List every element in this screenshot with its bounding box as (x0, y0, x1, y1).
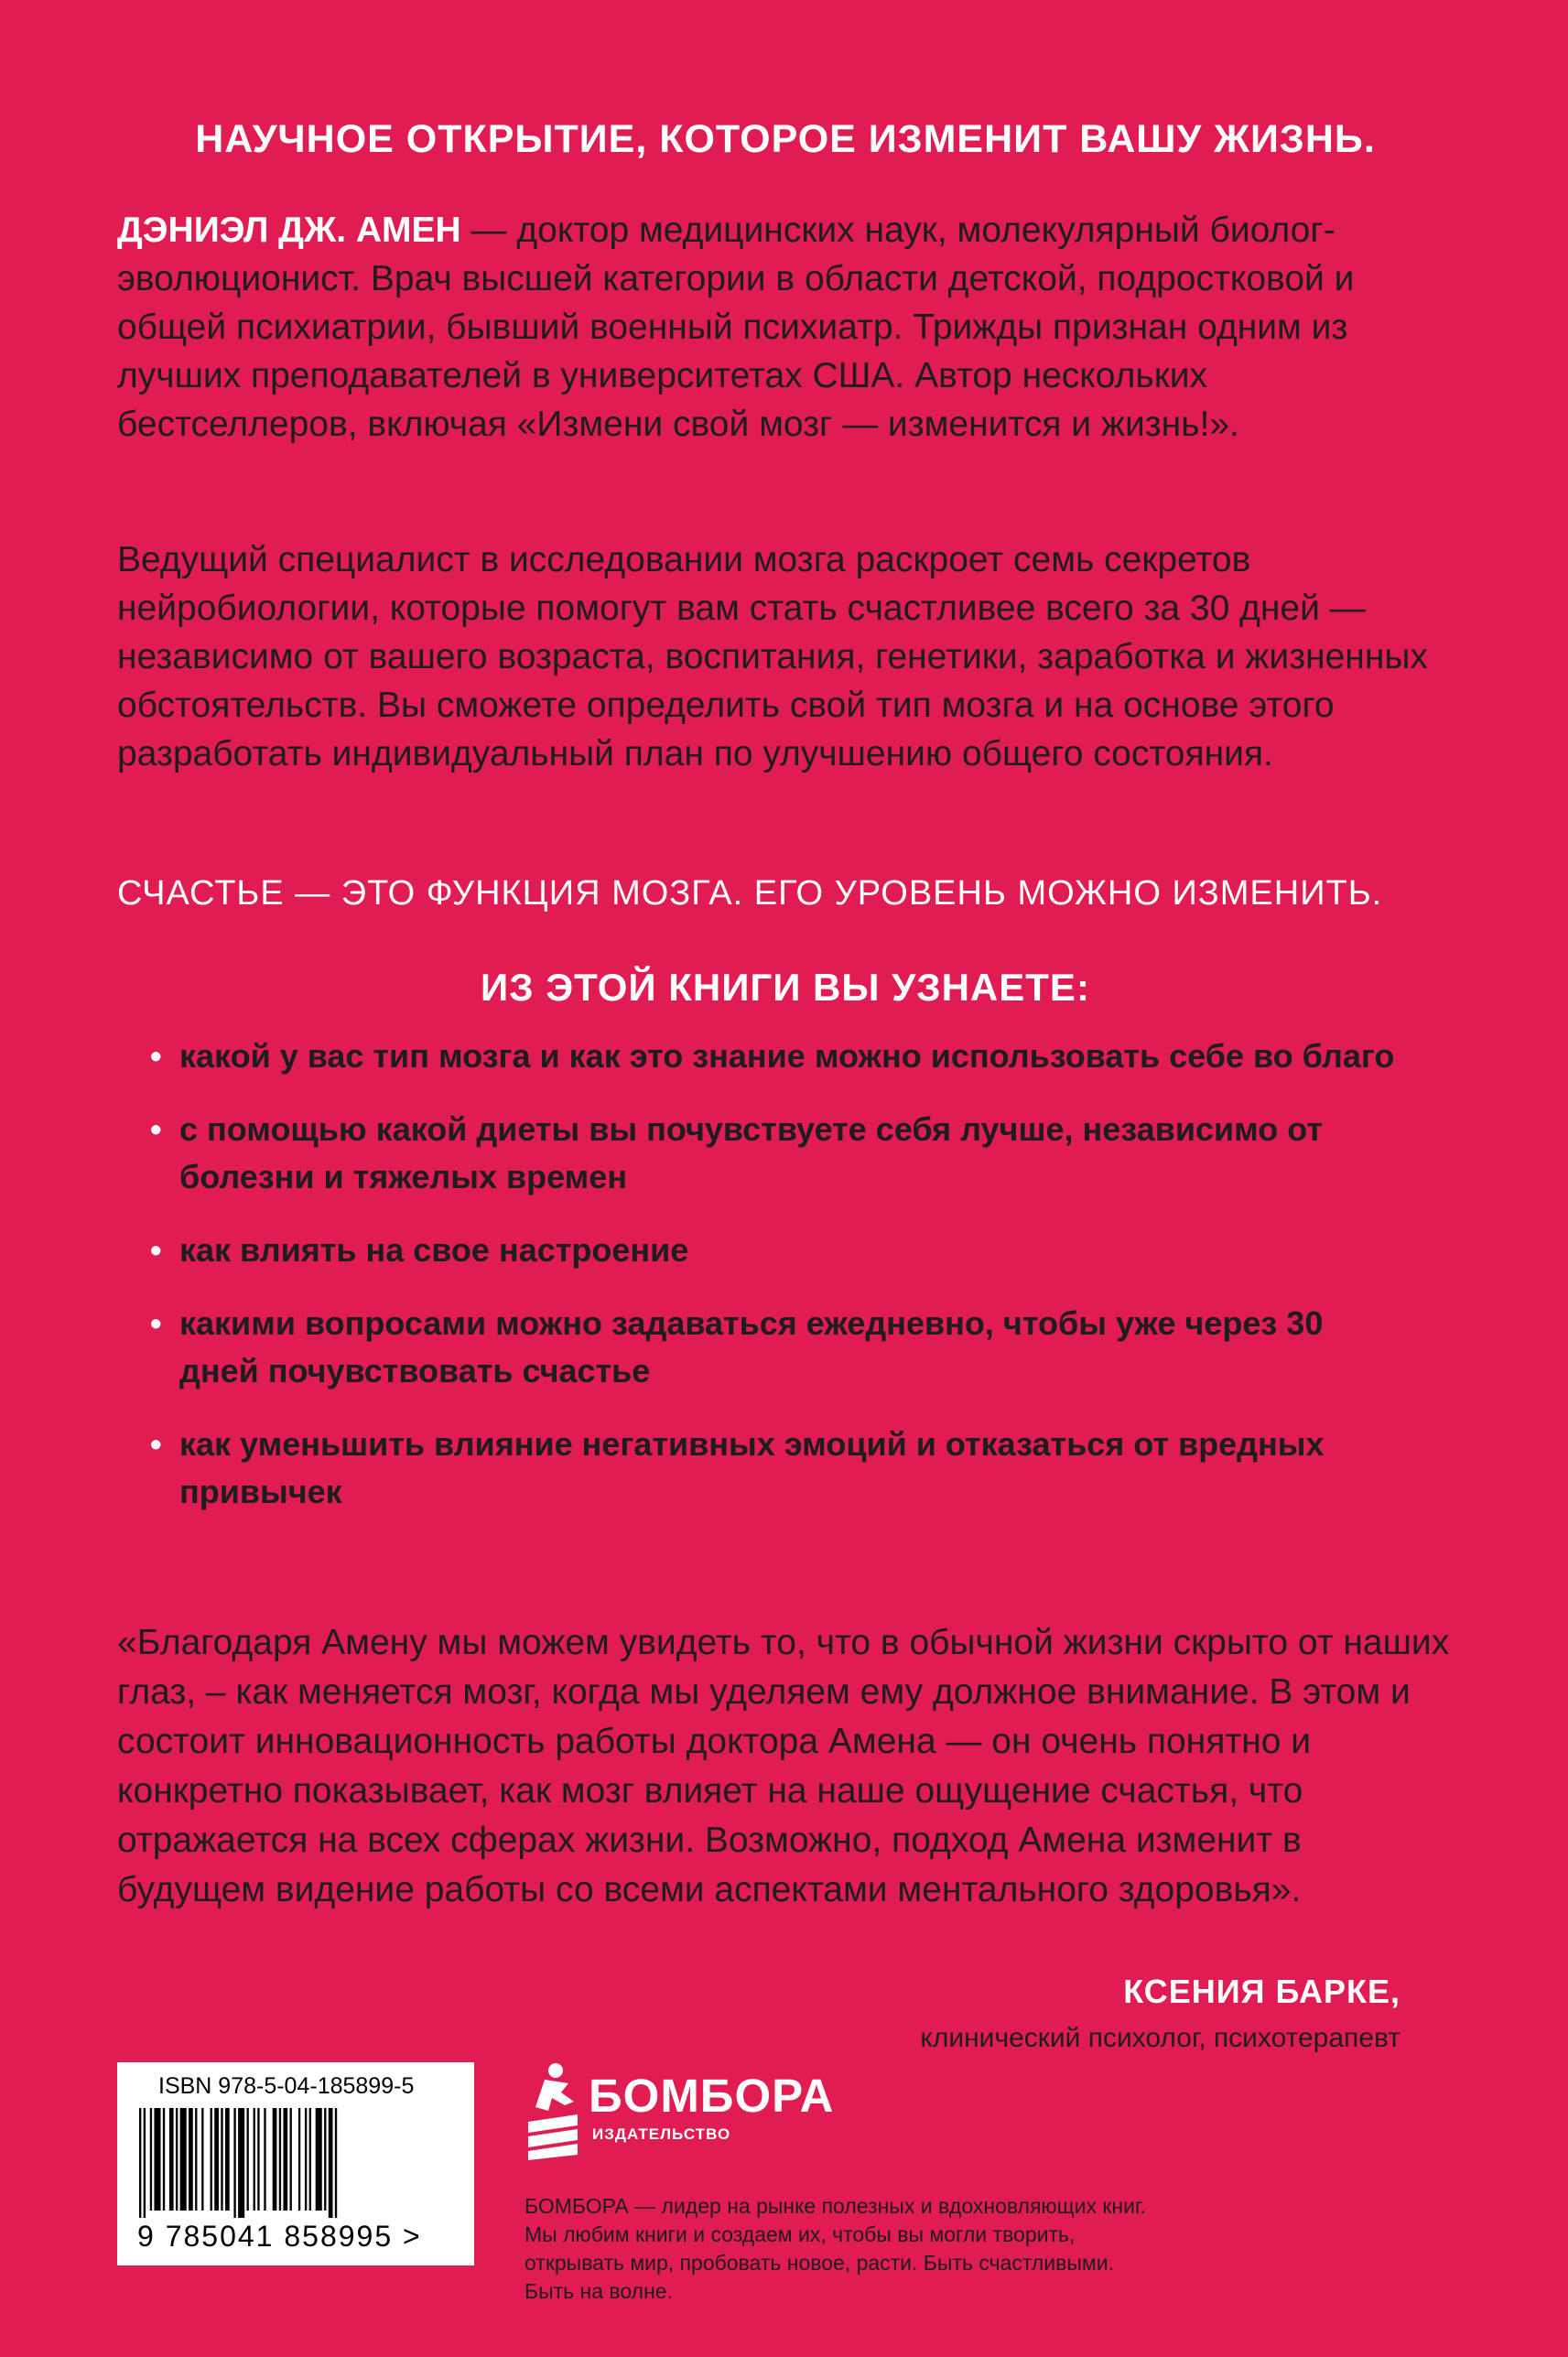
barcode-bar (169, 2108, 174, 2211)
learn-item-text: с помощью какой диеты вы почувствуете себя лучше, независимо от болезни и тяжелых времен (179, 1110, 1323, 1195)
barcode-bar (329, 2108, 333, 2218)
learn-item-text: какой у вас тип мозга и как это знание можно использовать себе во благо (179, 1037, 1395, 1075)
barcode-bar (225, 2108, 230, 2211)
learn-item (146, 1106, 1410, 1201)
barcode-bar (139, 2108, 141, 2218)
learn-item (146, 1421, 1410, 1516)
barcode-digits: 9 785041 858995 > (137, 2220, 422, 2253)
barcode-bar (273, 2108, 277, 2211)
quote-author: КСЕНИЯ БАРКЕ, (1123, 1973, 1400, 2010)
barcode-bar (283, 2108, 287, 2211)
publisher-description: БОМБОРА — лидер на рынке полезных и вдохновляющих книг. Мы любим книги и создаем их, чтобы вы могли творить, открывать мир, пробовать новое, расти. Быть счастливыми. Быть на волне. (524, 2194, 1146, 2303)
learn-item (146, 1300, 1410, 1395)
author-bio (117, 206, 1454, 449)
bullet-icon: • (150, 1231, 162, 1269)
learn-item-text: какими вопросами можно задаваться ежедневно, чтобы уже через 30 дней почувствовать счастье (179, 1304, 1324, 1389)
publisher-logo-name: БОМБОРА (589, 2070, 835, 2122)
learn-item (146, 1227, 1410, 1274)
barcode-bar (150, 2108, 152, 2211)
barcode-bar (279, 2108, 281, 2211)
bullet-icon: • (150, 1425, 162, 1463)
barcode-bar (335, 2108, 337, 2218)
barcode-bar (324, 2108, 326, 2211)
barcode-bar (233, 2108, 235, 2218)
learn-item-text: как влиять на свое настроение (179, 1231, 689, 1269)
barcode-bar (221, 2108, 222, 2211)
bullet-icon: • (150, 1037, 162, 1075)
barcode-bar (214, 2108, 219, 2211)
barcode-bar (290, 2108, 292, 2211)
barcode-bar (298, 2108, 300, 2211)
barcode-bar (180, 2108, 187, 2211)
barcode-bar (238, 2108, 244, 2218)
barcode-bar (189, 2108, 193, 2211)
barcode-bar (316, 2108, 322, 2211)
book-description: Ведущий специалист в исследовании мозга раскроет семь секретов нейробиологии, которые помогут вам стать счастливее всего за 30 дней — независимо от вашего возраста, воспитания, генетики, заработка и жизненных обстоятельств. Вы сможете определить свой тип мозга и на основе этого разработать индивидуальный план по улучшению общего состояния. (117, 540, 1428, 773)
quote-author-role: клинический психолог, психотерапевт (920, 2023, 1400, 2053)
barcode-bar (144, 2108, 146, 2218)
barcode-bar (247, 2108, 249, 2211)
barcode-bar (211, 2108, 212, 2211)
surfer-logo-icon (524, 2061, 581, 2160)
motto: СЧАСТЬЕ — ЭТО ФУНКЦИЯ МОЗГА. ЕГО УРОВЕНЬ МОЖНО ИЗМЕНИТЬ. (117, 874, 1383, 913)
barcode-bar (257, 2108, 259, 2211)
isbn-text: ISBN 978-5-04-185899-5 (158, 2073, 415, 2099)
publisher-logo (524, 2061, 835, 2171)
barcode-bar (305, 2108, 307, 2211)
barcode-bar (201, 2108, 203, 2211)
barcode-bar (163, 2108, 165, 2211)
headline: НАУЧНОЕ ОТКРЫТИЕ, КОТОРОЕ ИЗМЕНИТ ВАШУ ЖИЗНЬ. (195, 117, 1376, 161)
publisher-logo-subtitle: ИЗДАТЕЛЬСТВО (592, 2125, 731, 2143)
learn-item (146, 1033, 1410, 1080)
author-bio-name: ДЭНИЭЛ ДЖ. АМЕН (117, 211, 461, 250)
review-quote: «Благодаря Амену мы можем увидеть то, что в обычной жизни скрыто от наших глаз, – как меняется мозг, когда мы уделяем ему должное внимание. В этом и состоит инновационность работы доктора Амена — он очень понятно и конкретно показывает, как мозг влияет на наше ощущение счастья, что отражается на всех сферах жизни. Возможно, подход Амена изменит в будущем видение работы со всеми аспектами ментального здоровья». (117, 1623, 1450, 1909)
barcode-bar (154, 2108, 160, 2211)
learn-item-text: как уменьшить влияние негативных эмоций и отказаться от вредных привычек (179, 1425, 1325, 1510)
barcode-bar (176, 2108, 178, 2211)
learn-list (146, 1033, 1410, 1541)
barcode-bar (195, 2108, 197, 2211)
barcode-bar (264, 2108, 265, 2211)
barcode-bar (309, 2108, 311, 2211)
author-bio-text: — доктор медицинских наук, молекулярный биолог-эволюционист. Врач высшей категории в области детской, подростковой и общей психиатрии, бывший военный психиатр. Трижды признан одним из лучших преподавателей в университетах США. Автор нескольких бестселлеров, включая «Измени свой мозг — изменится и жизнь!». (117, 211, 1355, 444)
barcode-bars (137, 2108, 458, 2218)
bullet-icon: • (150, 1110, 162, 1148)
learn-title: ИЗ ЭТОЙ КНИГИ ВЫ УЗНАЕТЕ: (481, 966, 1090, 1009)
barcode (117, 2062, 474, 2265)
bullet-icon: • (150, 1304, 162, 1342)
barcode-bar (254, 2108, 255, 2211)
